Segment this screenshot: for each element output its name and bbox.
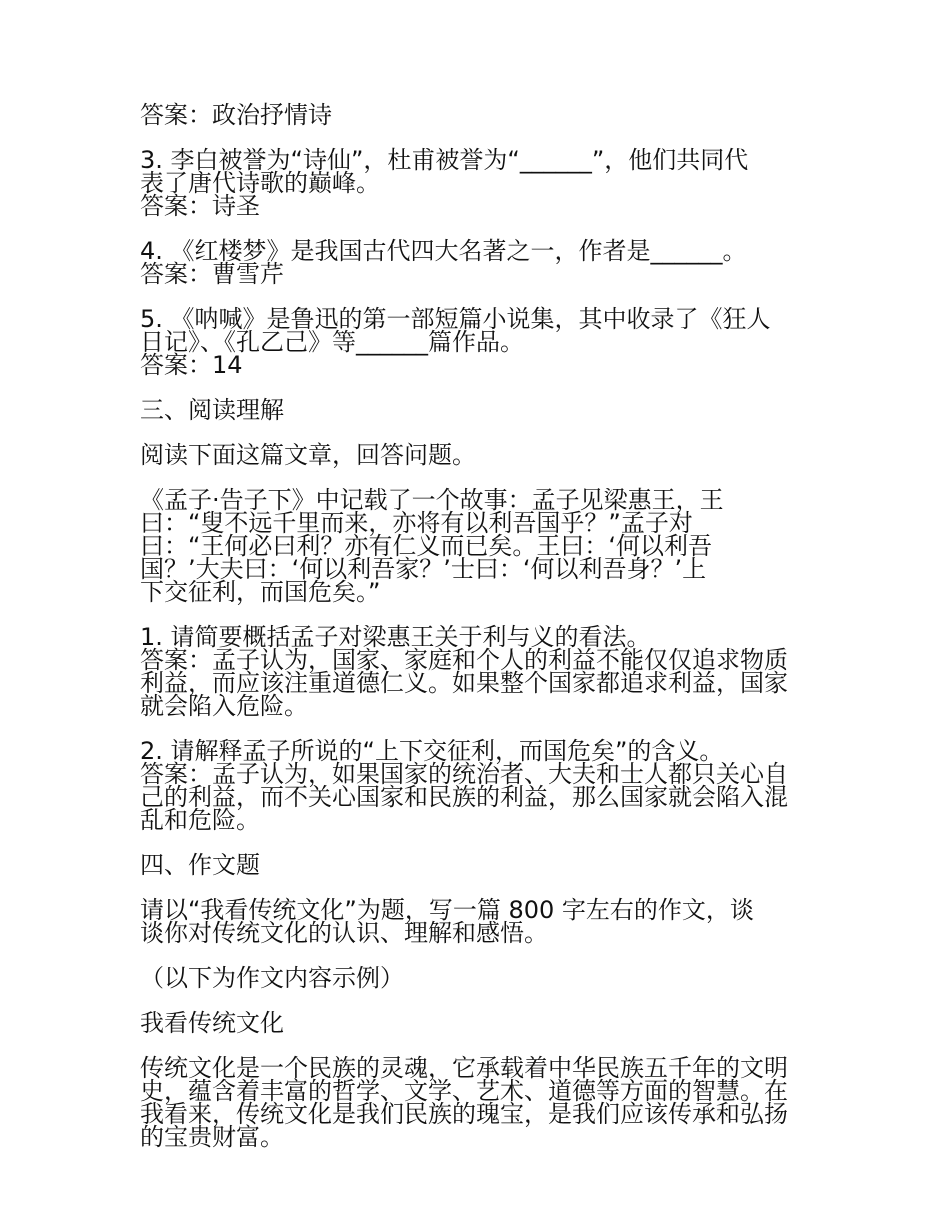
section-heading-essay bbox=[140, 851, 812, 879]
text-line: 利益，而应该注重道德仁义。如果整个国家都追求利益，国家 bbox=[140, 669, 788, 697]
text-line: 表了唐代诗歌的巅峰。 bbox=[140, 169, 380, 197]
reading-passage bbox=[140, 486, 812, 606]
reading-question-1 bbox=[140, 623, 812, 720]
text-line: 传统文化是一个民族的灵魂，它承载着中华民族五千年的文明 bbox=[140, 1054, 788, 1082]
text-line: 国？’大夫曰：‘何以利吾家？’士曰：‘何以利吾身？’上 bbox=[140, 555, 707, 583]
answer-line: 答案：孟子认为，国家、家庭和个人的利益不能仅仅追求物质 bbox=[140, 646, 788, 674]
answer-line: 答案：孟子认为，如果国家的统治者、大夫和士人都只关心自 bbox=[140, 760, 788, 788]
heading-text: 三、阅读理解 bbox=[140, 396, 284, 424]
reading-instruction bbox=[140, 441, 812, 469]
text-line: 史，蕴含着丰富的哲学、文学、艺术、道德等方面的智慧。在 bbox=[140, 1077, 788, 1105]
essay-sample-note bbox=[140, 964, 812, 992]
heading-text: 我看传统文化 bbox=[140, 1009, 284, 1037]
text-line: 5. 《呐喊》是鲁迅的第一部短篇小说集，其中收录了《狂人 bbox=[140, 305, 771, 333]
answer-line: 答案：14 bbox=[140, 351, 243, 379]
answer-2 bbox=[140, 101, 812, 129]
essay-title bbox=[140, 1009, 812, 1037]
text-line: 阅读下面这篇文章，回答问题。 bbox=[140, 441, 476, 469]
text-line: 3. 李白被誉为“诗仙”，杜甫被誉为“______”，他们共同代 bbox=[140, 146, 749, 174]
text-line: 4. 《红楼梦》是我国古代四大名著之一，作者是______。 bbox=[140, 237, 747, 265]
text-line: 己的利益，而不关心国家和民族的利益，那么国家就会陷入混 bbox=[140, 783, 788, 811]
text-line: 《孟子·告子下》中记载了一个故事：孟子见梁惠王，王 bbox=[140, 486, 724, 514]
answer-line: 答案：诗圣 bbox=[140, 192, 260, 220]
text-line: 请以“我看传统文化”为题，写一篇 800 字左右的作文，谈 bbox=[140, 896, 754, 924]
essay-body bbox=[140, 1054, 812, 1151]
text-line: （以下为作文内容示例） bbox=[140, 964, 404, 992]
answer-line: 答案：曹雪芹 bbox=[140, 260, 284, 288]
question-3 bbox=[140, 146, 812, 220]
text-line: 的宝贵财富。 bbox=[140, 1123, 284, 1151]
text-line: 答案：政治抒情诗 bbox=[140, 101, 332, 129]
document-content bbox=[140, 101, 812, 1171]
heading-text: 四、作文题 bbox=[140, 851, 260, 879]
section-heading-reading bbox=[140, 396, 812, 424]
text-line: 1. 请简要概括孟子对梁惠王关于利与义的看法。 bbox=[140, 623, 651, 651]
essay-prompt bbox=[140, 896, 812, 947]
text-line: 2. 请解释孟子所说的“上下交征利，而国危矣”的含义。 bbox=[140, 737, 724, 765]
text-line: 就会陷入危险。 bbox=[140, 692, 308, 720]
text-line: 下交征利，而国危矣。” bbox=[140, 578, 381, 606]
text-line: 日记》、《孔乙己》等______篇作品。 bbox=[140, 328, 524, 356]
text-line: 我看来，传统文化是我们民族的瑰宝，是我们应该传承和弘扬 bbox=[140, 1100, 788, 1128]
text-line: 曰：“王何必曰利？亦有仁义而已矣。王曰：‘何以利吾 bbox=[140, 532, 713, 560]
text-line: 乱和危险。 bbox=[140, 806, 260, 834]
question-4 bbox=[140, 237, 812, 288]
text-line: 曰：“叟不远千里而来，亦将有以利吾国乎？”孟子对 bbox=[140, 509, 693, 537]
question-5 bbox=[140, 305, 812, 379]
text-line: 谈你对传统文化的认识、理解和感悟。 bbox=[140, 919, 548, 947]
reading-question-2 bbox=[140, 737, 812, 834]
